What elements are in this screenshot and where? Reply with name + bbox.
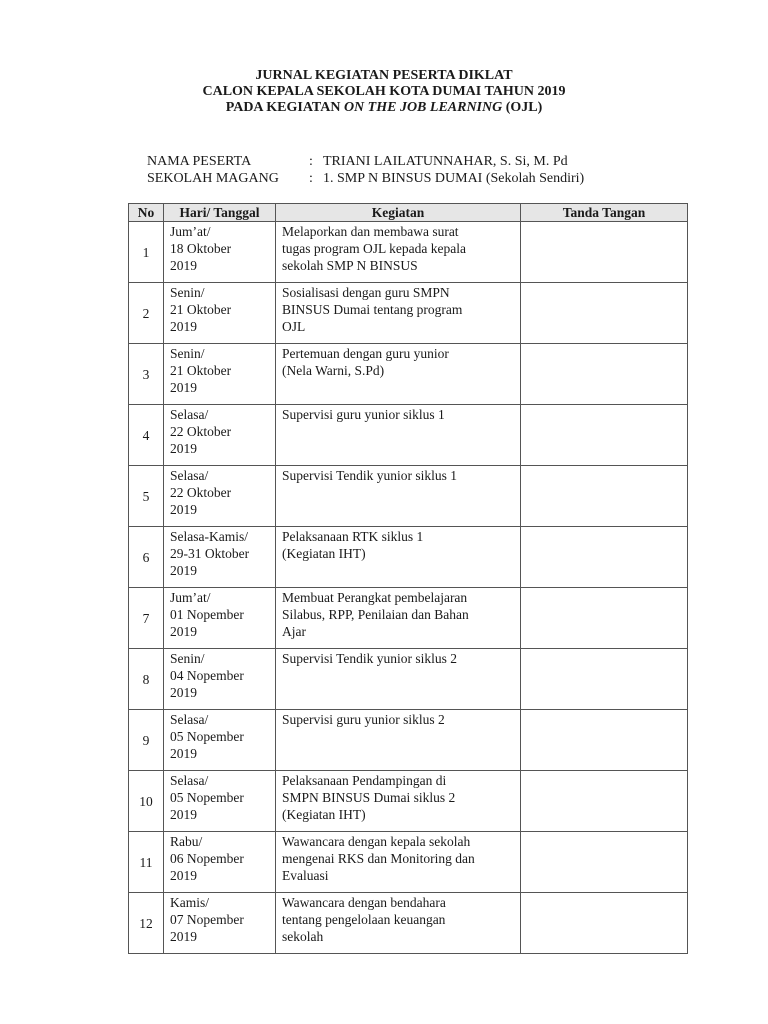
hari-tanggal-line: Selasa/ xyxy=(170,407,209,422)
kegiatan-line: Membuat Perangkat pembelajaran xyxy=(282,590,468,605)
hari-tanggal-line: 22 Oktober xyxy=(170,485,232,500)
table-row xyxy=(129,344,688,405)
hari-tanggal-line: 22 Oktober xyxy=(170,424,232,439)
hari-tanggal-line: 2019 xyxy=(170,929,197,944)
table-row xyxy=(129,405,688,466)
kegiatan-line: Supervisi guru yunior siklus 1 xyxy=(282,407,445,422)
hari-tanggal-line: Jum’at/ xyxy=(170,590,211,605)
kegiatan-line: SMPN BINSUS Dumai siklus 2 xyxy=(282,790,456,805)
hari-tanggal-line: 29-31 Oktober xyxy=(170,546,250,561)
kegiatan-line: tentang pengelolaan keuangan xyxy=(282,912,446,927)
row-kegiatan xyxy=(276,466,521,527)
sekolah-colon: : xyxy=(309,171,313,186)
row-kegiatan xyxy=(276,344,521,405)
activity-journal-table xyxy=(128,203,688,954)
hari-tanggal-line: 2019 xyxy=(170,502,197,517)
row-kegiatan xyxy=(276,649,521,710)
row-number: 1 xyxy=(129,222,164,283)
hari-tanggal-line: 21 Oktober xyxy=(170,363,232,378)
row-number: 5 xyxy=(129,466,164,527)
row-tanda-tangan xyxy=(521,893,688,954)
row-tanda-tangan xyxy=(521,771,688,832)
hari-tanggal-line: 2019 xyxy=(170,563,197,578)
title-line-3-prefix: PADA KEGIATAN xyxy=(225,100,344,115)
hari-tanggal-line: 01 Nopember xyxy=(170,607,244,622)
header-tanda-tangan: Tanda Tangan xyxy=(521,204,688,222)
nama-value: TRIANI LAILATUNNAHAR, S. Si, M. Pd xyxy=(323,154,568,169)
hari-tanggal-line: Jum’at/ xyxy=(170,224,211,239)
hari-tanggal-line: Senin/ xyxy=(170,651,205,666)
row-kegiatan xyxy=(276,405,521,466)
kegiatan-line: Supervisi guru yunior siklus 2 xyxy=(282,712,445,727)
hari-tanggal-line: 2019 xyxy=(170,258,197,273)
header-no: No xyxy=(129,204,164,222)
row-kegiatan xyxy=(276,893,521,954)
hari-tanggal-line: 05 Nopember xyxy=(170,729,244,744)
row-tanda-tangan xyxy=(521,466,688,527)
row-hari-tanggal xyxy=(164,832,276,893)
hari-tanggal-line: 04 Nopember xyxy=(170,668,244,683)
row-kegiatan xyxy=(276,222,521,283)
row-number: 12 xyxy=(129,893,164,954)
kegiatan-line: Sosialisasi dengan guru SMPN xyxy=(282,285,450,300)
participant-info xyxy=(147,153,584,187)
hari-tanggal-line: 2019 xyxy=(170,380,197,395)
kegiatan-line: Pelaksanaan RTK siklus 1 xyxy=(282,529,424,544)
row-kegiatan xyxy=(276,283,521,344)
row-number: 9 xyxy=(129,710,164,771)
hari-tanggal-line: Selasa/ xyxy=(170,712,209,727)
title-line-2: CALON KEPALA SEKOLAH KOTA DUMAI TAHUN 2019 xyxy=(202,84,566,99)
hari-tanggal-line: Selasa/ xyxy=(170,773,209,788)
table-body xyxy=(129,222,688,954)
row-number: 6 xyxy=(129,527,164,588)
hari-tanggal-line: 06 Nopember xyxy=(170,851,244,866)
row-number: 2 xyxy=(129,283,164,344)
hari-tanggal-line: Selasa-Kamis/ xyxy=(170,529,248,544)
row-number: 4 xyxy=(129,405,164,466)
nama-label: NAMA PESERTA xyxy=(147,154,252,169)
row-tanda-tangan xyxy=(521,283,688,344)
row-tanda-tangan xyxy=(521,832,688,893)
row-tanda-tangan xyxy=(521,222,688,283)
table-row xyxy=(129,527,688,588)
hari-tanggal-line: 21 Oktober xyxy=(170,302,232,317)
table-row xyxy=(129,893,688,954)
table-header-row xyxy=(129,204,688,222)
table-row xyxy=(129,466,688,527)
kegiatan-line: Ajar xyxy=(282,624,306,639)
header-hari-tanggal: Hari/ Tanggal xyxy=(164,204,276,222)
table-row xyxy=(129,710,688,771)
row-number: 11 xyxy=(129,832,164,893)
row-hari-tanggal xyxy=(164,527,276,588)
sekolah-value: 1. SMP N BINSUS DUMAI (Sekolah Sendiri) xyxy=(323,171,585,186)
title-line-1: JURNAL KEGIATAN PESERTA DIKLAT xyxy=(255,68,513,83)
hari-tanggal-line: Rabu/ xyxy=(170,834,203,849)
row-kegiatan xyxy=(276,588,521,649)
kegiatan-line: Pertemuan dengan guru yunior xyxy=(282,346,449,361)
kegiatan-line: BINSUS Dumai tentang program xyxy=(282,302,463,317)
kegiatan-line: Wawancara dengan kepala sekolah xyxy=(282,834,471,849)
table-row xyxy=(129,832,688,893)
kegiatan-line: sekolah xyxy=(282,929,324,944)
kegiatan-line: tugas program OJL kepada kepala xyxy=(282,241,466,256)
kegiatan-line: sekolah SMP N BINSUS xyxy=(282,258,418,273)
row-hari-tanggal xyxy=(164,344,276,405)
kegiatan-line: OJL xyxy=(282,319,306,334)
row-number: 10 xyxy=(129,771,164,832)
kegiatan-line: (Kegiatan IHT) xyxy=(282,546,366,561)
info-row-sekolah xyxy=(147,170,584,187)
row-kegiatan xyxy=(276,710,521,771)
row-number: 3 xyxy=(129,344,164,405)
kegiatan-line: (Kegiatan IHT) xyxy=(282,807,366,822)
nama-colon: : xyxy=(309,154,313,169)
row-kegiatan xyxy=(276,832,521,893)
row-tanda-tangan xyxy=(521,527,688,588)
hari-tanggal-line: 2019 xyxy=(170,624,197,639)
kegiatan-line: mengenai RKS dan Monitoring dan xyxy=(282,851,475,866)
hari-tanggal-line: Selasa/ xyxy=(170,468,209,483)
hari-tanggal-line: Kamis/ xyxy=(170,895,209,910)
row-hari-tanggal xyxy=(164,283,276,344)
row-hari-tanggal xyxy=(164,649,276,710)
hari-tanggal-line: 2019 xyxy=(170,441,197,456)
header-kegiatan: Kegiatan xyxy=(276,204,521,222)
title-line-3-suffix: (OJL) xyxy=(502,100,543,115)
hari-tanggal-line: 2019 xyxy=(170,746,197,761)
row-hari-tanggal xyxy=(164,222,276,283)
document-title xyxy=(0,68,768,116)
row-kegiatan xyxy=(276,527,521,588)
table-row xyxy=(129,588,688,649)
title-line-3-italic: ON THE JOB LEARNING xyxy=(343,100,503,115)
table-row xyxy=(129,649,688,710)
row-hari-tanggal xyxy=(164,710,276,771)
row-tanda-tangan xyxy=(521,710,688,771)
kegiatan-line: Melaporkan dan membawa surat xyxy=(282,224,459,239)
kegiatan-line: Evaluasi xyxy=(282,868,329,883)
hari-tanggal-line: 2019 xyxy=(170,807,197,822)
kegiatan-line: Pelaksanaan Pendampingan di xyxy=(282,773,447,788)
kegiatan-line: Wawancara dengan bendahara xyxy=(282,895,446,910)
row-kegiatan xyxy=(276,771,521,832)
row-tanda-tangan xyxy=(521,344,688,405)
row-tanda-tangan xyxy=(521,649,688,710)
hari-tanggal-line: Senin/ xyxy=(170,346,205,361)
kegiatan-line: (Nela Warni, S.Pd) xyxy=(282,363,385,378)
info-row-nama xyxy=(147,153,584,170)
hari-tanggal-line: 07 Nopember xyxy=(170,912,244,927)
row-number: 7 xyxy=(129,588,164,649)
row-hari-tanggal xyxy=(164,466,276,527)
title-line-3 xyxy=(0,100,768,116)
row-tanda-tangan xyxy=(521,405,688,466)
row-hari-tanggal xyxy=(164,771,276,832)
row-tanda-tangan xyxy=(521,588,688,649)
table-row xyxy=(129,222,688,283)
row-hari-tanggal xyxy=(164,405,276,466)
hari-tanggal-line: Senin/ xyxy=(170,285,205,300)
hari-tanggal-line: 2019 xyxy=(170,868,197,883)
row-number: 8 xyxy=(129,649,164,710)
kegiatan-line: Supervisi Tendik yunior siklus 2 xyxy=(282,651,458,666)
hari-tanggal-line: 2019 xyxy=(170,319,197,334)
row-hari-tanggal xyxy=(164,588,276,649)
hari-tanggal-line: 18 Oktober xyxy=(170,241,232,256)
table-row xyxy=(129,771,688,832)
row-hari-tanggal xyxy=(164,893,276,954)
sekolah-label: SEKOLAH MAGANG xyxy=(147,171,279,186)
kegiatan-line: Silabus, RPP, Penilaian dan Bahan xyxy=(282,607,469,622)
hari-tanggal-line: 2019 xyxy=(170,685,197,700)
table-row xyxy=(129,283,688,344)
hari-tanggal-line: 05 Nopember xyxy=(170,790,244,805)
kegiatan-line: Supervisi Tendik yunior siklus 1 xyxy=(282,468,458,483)
